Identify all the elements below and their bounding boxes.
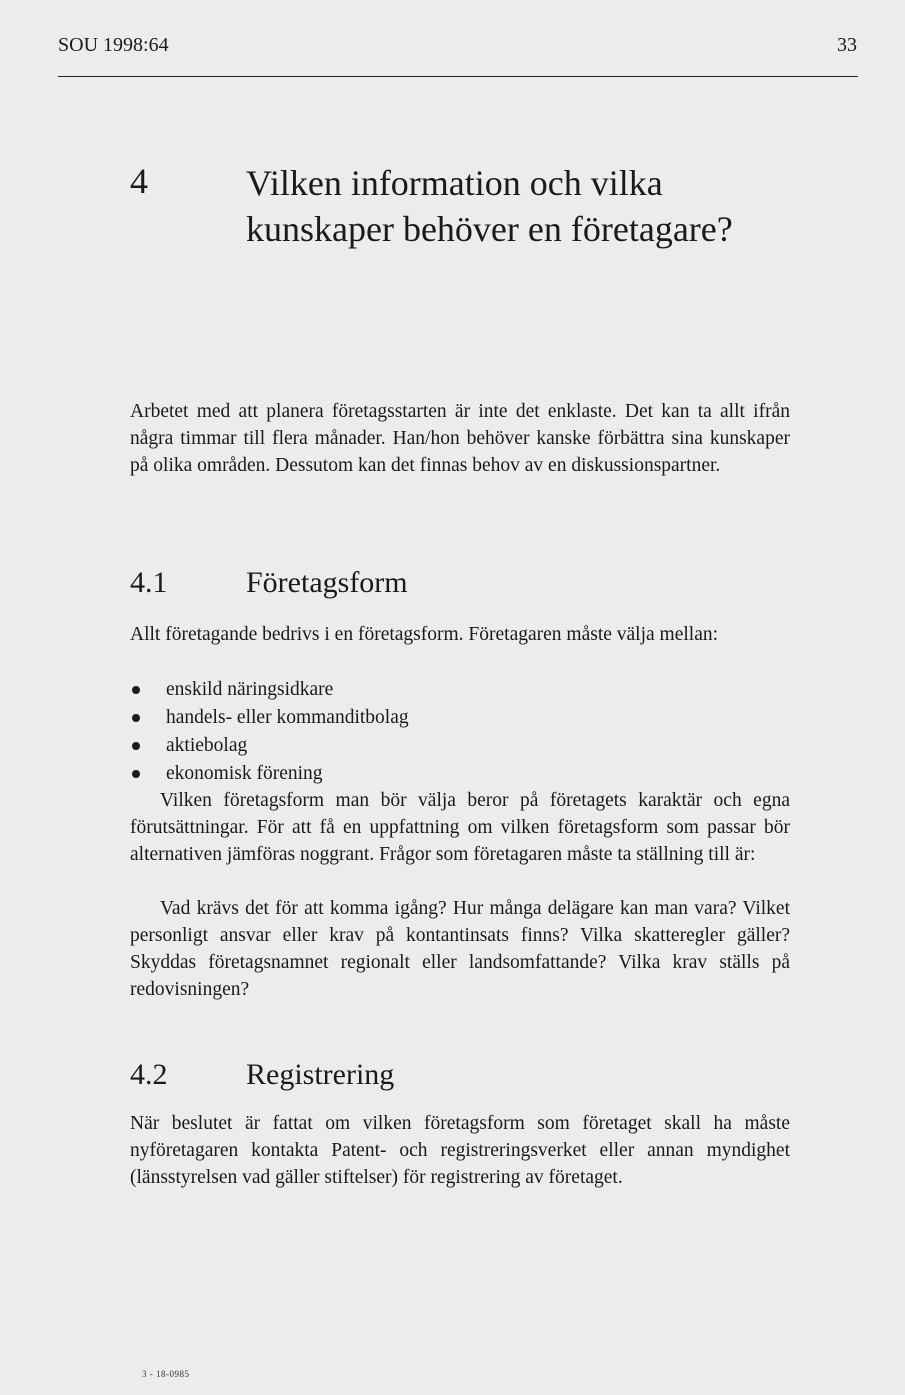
section-4-2-paragraph: När beslutet är fattat om vilken företagsform som företaget skall ha måste nyföretagaren kontakta Patent- och registreringsverket eller annan myndighet (länsstyrelsen vad gäller stiftelser) för registrering av företaget. bbox=[130, 1113, 790, 1188]
section-4-2-title: Registrering bbox=[246, 1058, 395, 1091]
chapter-title-line1: Vilken information och vilka bbox=[246, 163, 663, 203]
chapter-number: 4 bbox=[130, 161, 148, 201]
section-4-1-title: Företagsform bbox=[246, 566, 408, 599]
running-header-series: SOU 1998:64 bbox=[58, 34, 169, 56]
bullet-icon bbox=[132, 742, 140, 750]
section-4-1-paragraph-2: Vad krävs det för att komma igång? Hur många delägare kan man vara? Vilket personligt ansvar eller krav på kontantinsats finns? Vilka skatteregler gäller? Skyddas företagsnamnet regionalt eller landsomfattande? Vilka krav ställs på redovisningen? bbox=[130, 898, 790, 1000]
list-item: enskild näringsidkare bbox=[130, 676, 409, 704]
bullet-icon bbox=[132, 686, 140, 694]
list-item: ekonomisk förening bbox=[130, 760, 409, 788]
section-4-1-number: 4.1 bbox=[130, 566, 168, 599]
list-item: aktiebolag bbox=[130, 732, 409, 760]
bullet-icon bbox=[132, 770, 140, 778]
print-code: 3 - 18-0985 bbox=[142, 1369, 190, 1379]
section-4-1-paragraph-1: Vilken företagsform man bör välja beror på företagets karaktär och egna förutsättningar. För att få en uppfattning om vilken företagsform som passar bör alternativen jämföras noggrant. Frågor som företagaren måste ta ställning till är: bbox=[130, 790, 790, 865]
page-number: 33 bbox=[837, 34, 857, 56]
chapter-title-line2: kunskaper behöver en företagare? bbox=[246, 209, 733, 249]
bullet-icon bbox=[132, 714, 140, 722]
header-rule bbox=[58, 76, 858, 77]
chapter-title bbox=[246, 160, 806, 252]
section-4-2-number: 4.2 bbox=[130, 1058, 168, 1091]
section-4-1-lead: Allt företagande bedrivs i en företagsform. Företagaren måste välja mellan: bbox=[130, 624, 719, 645]
list-item: handels- eller kommanditbolag bbox=[130, 704, 409, 732]
intro-paragraph: Arbetet med att planera företagsstarten är inte det enklaste. Det kan ta allt ifrån några timmar till flera månader. Han/hon behöver kanske förbättra sina kunskaper på olika områden. Dessutom kan det finnas behov av en diskussionspartner. bbox=[130, 401, 790, 476]
company-form-list bbox=[130, 676, 409, 788]
